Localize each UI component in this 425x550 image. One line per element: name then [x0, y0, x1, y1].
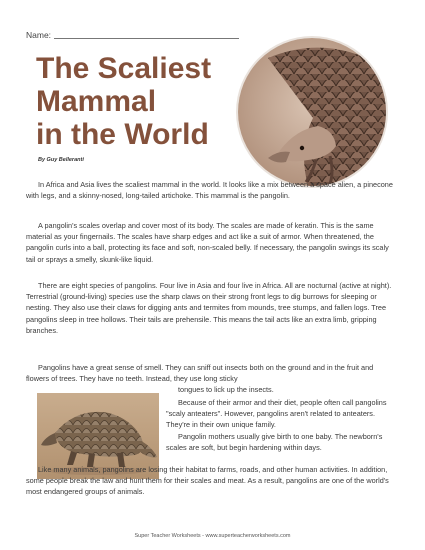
name-blank[interactable]	[54, 38, 239, 39]
title-line-3: in the World	[36, 118, 209, 151]
paragraph-5: Because of their armor and their diet, people often call pangolins "scaly anteaters". However, pangolins aren't related to anteaters. They're in their own unique family.	[166, 398, 387, 430]
footer-credit: Super Teacher Worksheets - www.superteacherworksheets.com	[134, 533, 291, 539]
pangolin-closeup-illustration	[238, 38, 386, 186]
name-line	[26, 30, 239, 40]
paragraph-1: In Africa and Asia lives the scaliest mammal in the world. It looks like a mix between a space alien, a pinecone with legs, and a skinny-nosed, long-tailed artichoke. This mammal is the pangolin.	[26, 180, 393, 201]
title-line-2: Mammal	[36, 85, 157, 118]
paragraph-6: Pangolin mothers usually give birth to one baby. The newborn's scales are soft, but begin hardening within days.	[166, 432, 383, 453]
paragraph-4: Pangolins have a great sense of smell. They can sniff out insects both on the ground and in the fruit and flowers of trees. They have no teeth. Instead, they use long sticky	[26, 363, 374, 384]
title-line-1: The Scaliest	[36, 52, 212, 85]
name-label: Name:	[26, 30, 52, 40]
paragraph-7: Like many animals, pangolins are losing their habitat to farms, roads, and other human activities. In addition, some people break the law and hunt them for their scales and meat. As a result, pangolins are one of the world's most endangered groups of animals.	[26, 465, 389, 497]
pangolin-closeup-photo	[238, 38, 386, 186]
paragraph-4-continued: tongues to lick up the insects.	[178, 385, 274, 394]
page-title	[36, 52, 211, 151]
byline: By Guy Belleranti	[38, 157, 84, 163]
paragraph-3: There are eight species of pangolins. Four live in Asia and four live in Africa. All are nocturnal (active at night). Terrestrial (ground-living) species use the sharp claws on their strong front legs to dig burrows for sleeping or nesting. They also use their claws for digging ants and termites from mounds, tree stumps, and fallen logs. Tree pangolins sleep in tree hollows. Their tails are prehensile. This means the tail acts like an extra limb, gripping branches.	[26, 281, 392, 335]
paragraph-2: A pangolin's scales overlap and cover most of its body. The scales are made of keratin. This is the same material as your fingernails. The scales have sharp edges and act like a suit of armor. When threatened, the pangolin curls into a ball, protecting its face and soft, non-scaled belly. If necessary, the pangolin swings its scaly tail or sprays a smelly, skunk-like liquid.	[26, 221, 389, 264]
